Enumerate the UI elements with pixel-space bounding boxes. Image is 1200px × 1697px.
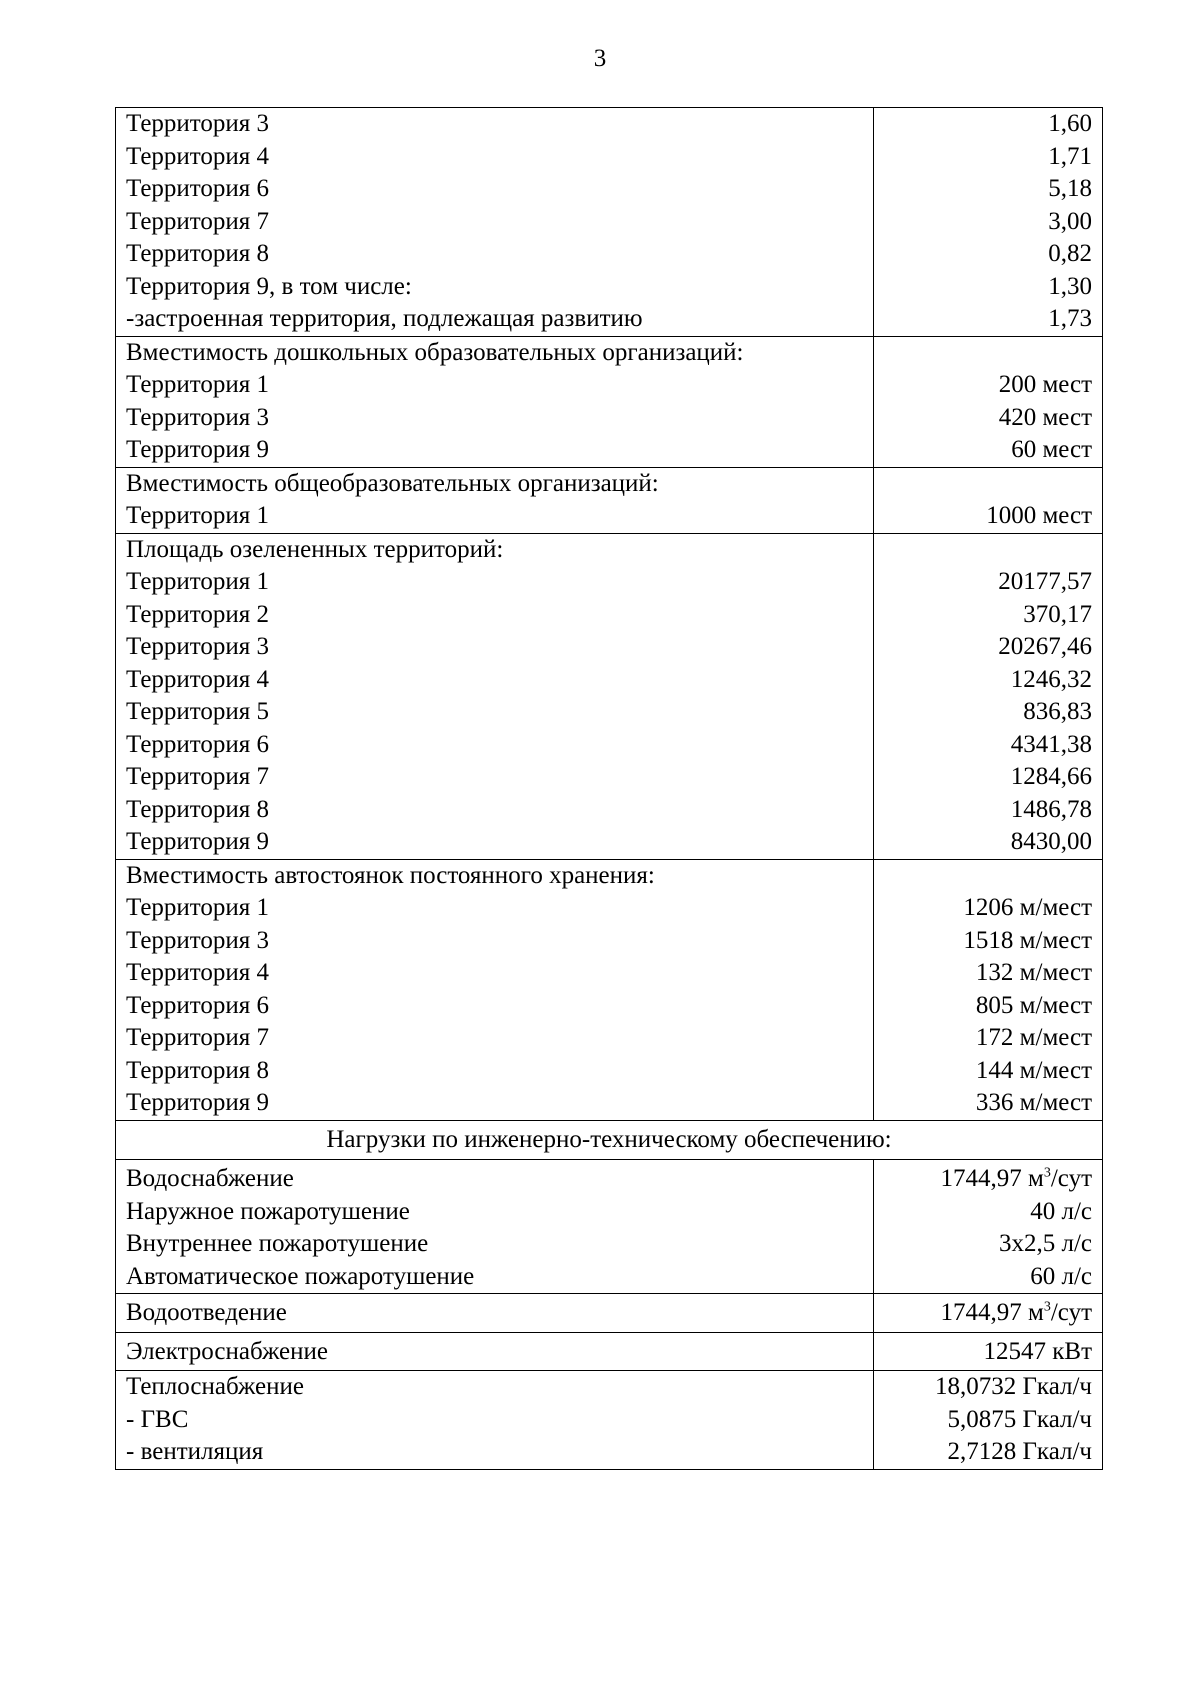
preschool-value: 200 мест [998,371,1092,398]
water-value: 3х2,5 л/с [998,1230,1092,1257]
blank-cell [884,534,1092,567]
green-label: Территория 1 [126,568,270,595]
green-value: 8430,00 [1010,828,1092,855]
heat-value: 5,0875 Гкал/ч [947,1405,1092,1433]
heat-label: Теплоснабжение [126,1373,304,1400]
parking-value: 132 м/мест [975,959,1092,986]
parking-label: Территория 9 [126,1089,270,1116]
green-value: 370,17 [1023,600,1092,628]
water-supply-value [884,1163,1092,1196]
unit-tail: /сут [1050,1165,1092,1192]
engineering-header-cell [116,1120,1103,1160]
school-labels [116,467,874,533]
green-value: 836,83 [1023,698,1092,725]
section-title: Вместимость общеобразовательных организаций: [126,469,659,497]
preschool-label: Территория 1 [126,371,270,398]
parking-label: Территория 6 [126,991,270,1019]
school-value: 1000 мест [986,502,1092,529]
area-label: -застроенная территория, подлежащая развитию [126,305,643,332]
heat-label: - ГВС [126,1405,189,1433]
parking-value: 1206 м/мест [963,894,1092,921]
green-label: Территория 7 [126,763,270,790]
drainage-label: Водоотведение [126,1299,287,1326]
green-label: Территория 2 [126,600,270,628]
drainage-value-cell [874,1294,1103,1333]
drainage-amount: 1744,97 м [940,1299,1044,1326]
area-label: Территория 4 [126,142,270,170]
heat-row [116,1371,1103,1470]
parking-label: Территория 1 [126,894,270,921]
blank-cell [884,337,1092,370]
unit-tail: /сут [1050,1299,1092,1326]
green-labels [116,533,874,859]
water-label: Наружное пожаротушение [126,1197,410,1225]
school-values [874,467,1103,533]
engineering-header-row [116,1120,1103,1160]
green-value: 1246,32 [1010,665,1092,693]
parking-value: 144 м/мест [975,1056,1092,1084]
section-title: Вместимость дошкольных образовательных организаций: [126,338,744,366]
parking-values [874,859,1103,1120]
preschool-value: 420 мест [998,403,1092,431]
electric-value-cell [874,1332,1103,1371]
area-value: 0,82 [1048,240,1092,267]
drainage-value [884,1297,1092,1330]
preschool-labels [116,336,874,467]
area-label: Территория 8 [126,240,270,267]
parking-label: Территория 3 [126,926,270,954]
superscript: 3 [1043,1299,1051,1315]
parking-value: 172 м/мест [975,1024,1092,1051]
blank-cell [884,468,1092,501]
preschool-value: 60 мест [1011,436,1092,463]
green-label: Территория 8 [126,795,270,823]
preschool-values [874,336,1103,467]
water-labels [116,1160,874,1294]
area-labels [116,108,874,337]
green-value: 20177,57 [998,568,1092,595]
area-label: Территория 9, в том числе: [126,272,412,300]
water-label: Внутреннее пожаротушение [126,1230,429,1257]
green-value: 1486,78 [1010,795,1092,823]
green-label: Территория 4 [126,665,270,693]
heat-label: - вентиляция [126,1438,264,1465]
parking-value: 336 м/мест [975,1089,1092,1116]
section-title: Площадь озелененных территорий: [126,535,504,563]
water-label: Водоснабжение [126,1165,294,1192]
area-label: Территория 3 [126,110,270,137]
drainage-row [116,1294,1103,1333]
parking-value: 805 м/мест [975,991,1092,1019]
parking-labels [116,859,874,1120]
water-label: Автоматическое пожаротушение [126,1262,475,1290]
area-value: 1,71 [1048,142,1092,170]
indicators-table [115,107,1103,1470]
green-label: Территория 9 [126,828,270,855]
blank-cell [884,860,1092,893]
electric-label-cell [116,1332,874,1371]
parking-row [116,859,1103,1120]
green-row [116,533,1103,859]
heat-value: 18,0732 Гкал/ч [934,1373,1092,1400]
parking-label: Территория 4 [126,959,270,986]
drainage-label-cell [116,1294,874,1333]
superscript: 3 [1043,1165,1051,1181]
heat-value: 2,7128 Гкал/ч [947,1438,1092,1465]
green-values [874,533,1103,859]
preschool-label: Территория 9 [126,436,270,463]
green-value: 1284,66 [1010,763,1092,790]
water-values [874,1160,1103,1294]
school-label: Территория 1 [126,502,270,529]
parking-label: Территория 8 [126,1056,270,1084]
water-supply-amount: 1744,97 м [940,1165,1044,1192]
electric-row [116,1332,1103,1371]
heat-values [874,1371,1103,1470]
green-label: Территория 3 [126,633,270,660]
area-values [874,108,1103,337]
area-row [116,108,1103,337]
parking-label: Территория 7 [126,1024,270,1051]
parking-value: 1518 м/мест [963,926,1092,954]
section-header: Нагрузки по инженерно-техническому обеспечению: [326,1125,892,1153]
preschool-row [116,336,1103,467]
page-number: 3 [593,45,607,72]
water-value: 40 л/с [1030,1197,1092,1225]
electric-label: Электроснабжение [126,1337,328,1365]
area-value: 1,60 [1048,110,1092,137]
heat-labels [116,1371,874,1470]
green-label: Территория 6 [126,730,270,758]
area-value: 3,00 [1048,207,1092,235]
green-label: Территория 5 [126,698,270,725]
area-value: 1,73 [1048,305,1092,332]
area-label: Территория 7 [126,207,270,235]
area-value: 1,30 [1048,272,1092,300]
green-value: 4341,38 [1010,730,1092,758]
green-value: 20267,46 [998,633,1092,660]
school-row [116,467,1103,533]
water-value: 60 л/с [1030,1262,1092,1290]
area-label: Территория 6 [126,175,270,202]
area-value: 5,18 [1048,175,1092,202]
electric-value: 12547 кВт [983,1337,1092,1365]
water-row [116,1160,1103,1294]
section-title: Вместимость автостоянок постоянного хранения: [126,861,655,889]
preschool-label: Территория 3 [126,403,270,431]
